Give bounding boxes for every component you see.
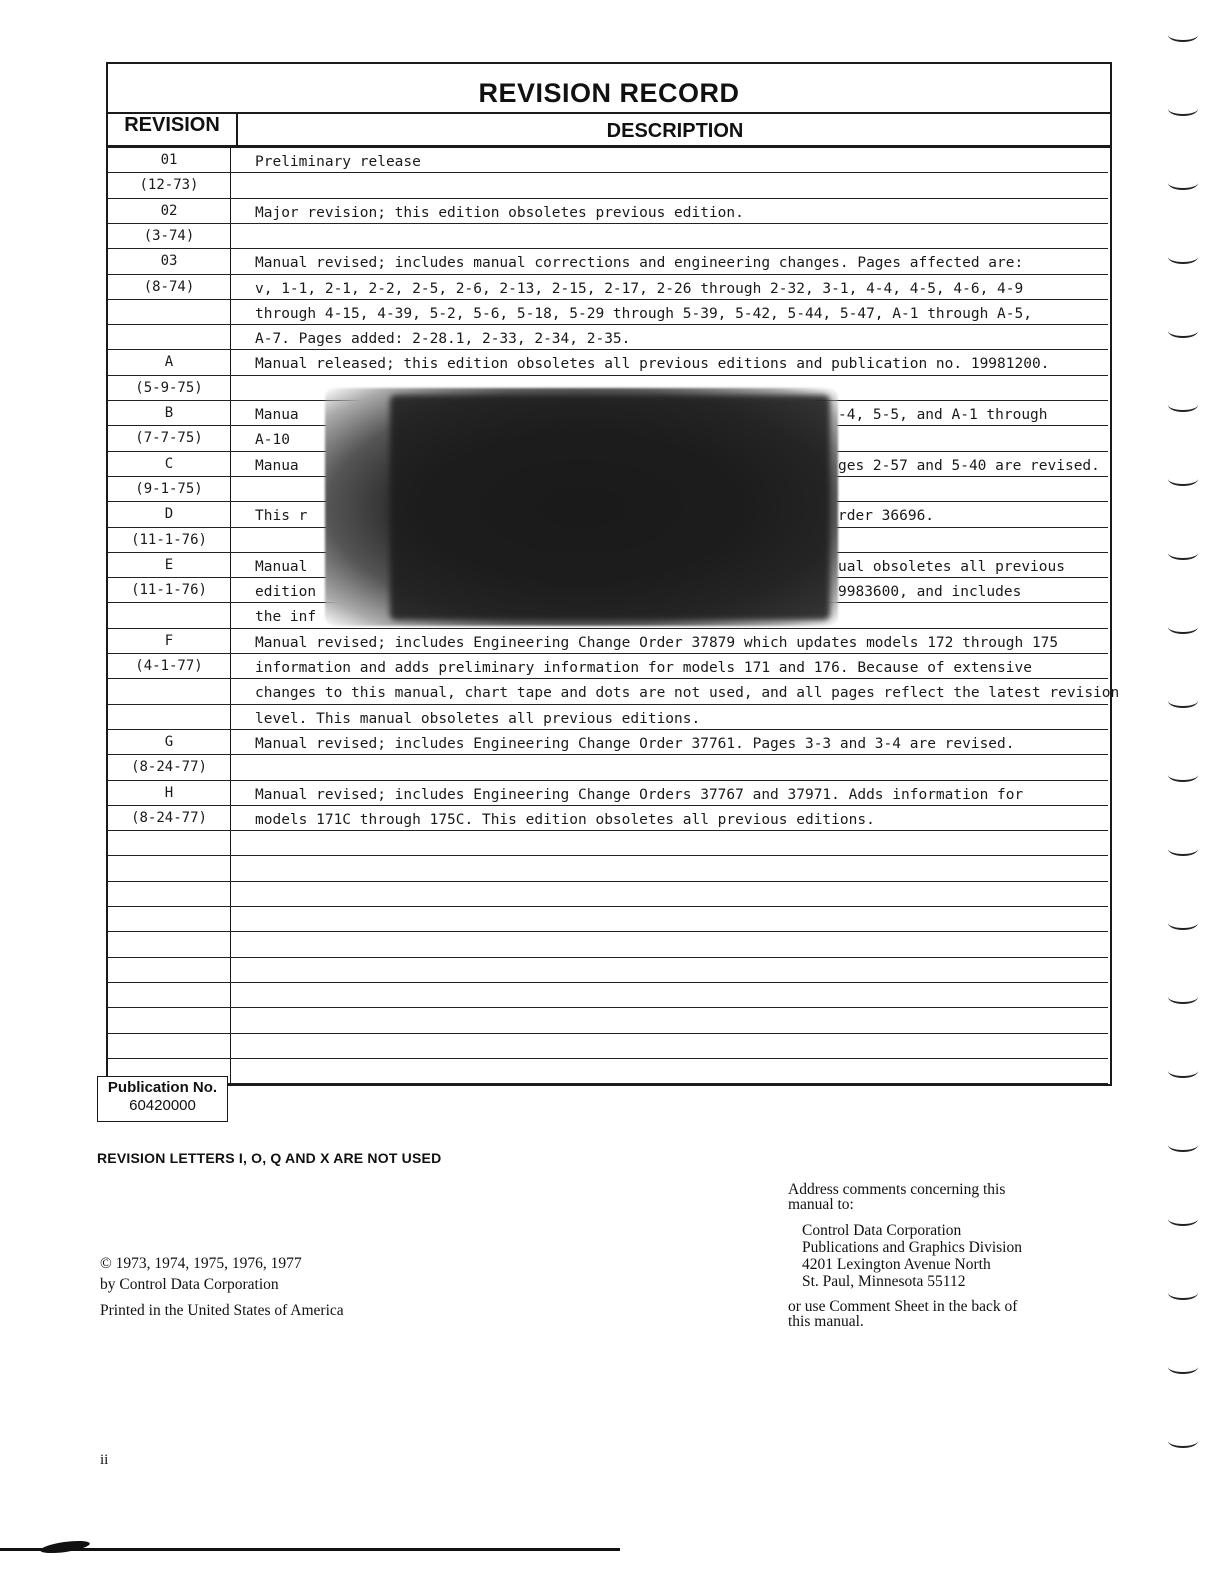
row-rule [108, 198, 1108, 199]
description-cell: A-10 [255, 432, 290, 448]
revision-cell: (7-7-75) [135, 430, 203, 446]
revision-cell: B [164, 405, 174, 421]
scan-blob [40, 1539, 91, 1556]
revision-cell: (9-1-75) [135, 481, 203, 497]
row-rule [108, 1007, 1108, 1008]
revision-cell: (8-24-77) [131, 810, 207, 826]
revision-cell: (12-73) [139, 177, 199, 193]
row-rule [108, 982, 1108, 983]
revision-cell: G [164, 734, 174, 750]
revision-cell: (8-74) [143, 279, 195, 295]
address-outro-2: this manual. [788, 1313, 864, 1330]
description-cell-right: rder 36696. [838, 508, 935, 524]
revision-cell: (3-74) [143, 228, 195, 244]
revision-cell: D [164, 506, 174, 522]
revision-cell: 02 [160, 203, 178, 219]
binding-hole-mark [1168, 694, 1198, 708]
revision-cell: 01 [160, 152, 178, 168]
binding-hole-mark [1168, 842, 1198, 856]
row-rule [108, 881, 1108, 882]
description-cell: Manual revised; includes manual corrections and engineering changes. Pages affected are: [255, 255, 1024, 271]
redaction-smudge-core [390, 395, 830, 620]
binding-hole-mark [1168, 176, 1198, 190]
binding-hole-mark [1168, 324, 1198, 338]
binding-hole-mark [1168, 250, 1198, 264]
title-rule [106, 112, 1112, 114]
revision-cell: A [164, 354, 174, 370]
binding-hole-mark [1168, 28, 1198, 42]
revision-cell: (11-1-76) [131, 582, 207, 598]
description-cell: Manual [255, 559, 308, 575]
row-rule [108, 628, 1108, 629]
revision-cell: (5-9-75) [135, 380, 203, 396]
address-intro-2: manual to: [788, 1196, 854, 1213]
description-cell: level. This manual obsoletes all previous editions. [255, 711, 701, 727]
row-rule [108, 805, 1108, 806]
description-cell: Manual revised; includes Engineering Change Order 37879 which updates models 172 through 175 [255, 635, 1059, 651]
row-rule [108, 1033, 1108, 1034]
column-divider [230, 146, 231, 1084]
address-line-1: Control Data Corporation [802, 1222, 962, 1239]
description-cell: Manua [255, 407, 299, 423]
revision-cell: H [164, 785, 174, 801]
binding-hole-mark [1168, 102, 1198, 116]
description-cell-right: ual obsoletes all previous [838, 559, 1065, 575]
row-rule [108, 906, 1108, 907]
binding-hole-mark [1168, 398, 1198, 412]
description-cell: Preliminary release [255, 154, 421, 170]
binding-hole-mark [1168, 1138, 1198, 1152]
publication-number: 60420000 [129, 1097, 196, 1114]
description-cell: A-7. Pages added: 2-28.1, 2-33, 2-34, 2-35. [255, 331, 631, 347]
binding-hole-mark [1168, 768, 1198, 782]
address-intro-1: Address comments concerning this [788, 1181, 1006, 1198]
header-rule [106, 145, 1112, 148]
address-line-3: 4201 Lexington Avenue North [802, 1256, 991, 1273]
binding-hole-mark [1168, 1286, 1198, 1300]
description-cell: changes to this manual, chart tape and dots are not used, and all pages reflect the latest revision [255, 685, 1120, 701]
publication-label: Publication No. [107, 1079, 218, 1096]
row-rule [108, 375, 1108, 376]
description-cell: through 4-15, 4-39, 5-2, 5-6, 5-18, 5-29 through 5-39, 5-42, 5-44, 5-47, A-1 through A-5, [255, 306, 1032, 322]
row-rule [108, 324, 1108, 325]
row-rule [108, 274, 1108, 275]
copyright-years: © 1973, 1974, 1975, 1976, 1977 [100, 1255, 302, 1272]
address-outro-1: or use Comment Sheet in the back of [788, 1298, 1018, 1315]
binding-hole-mark [1168, 990, 1198, 1004]
description-cell: Manua [255, 458, 299, 474]
address-line-4: St. Paul, Minnesota 55112 [802, 1273, 966, 1290]
binding-hole-mark [1168, 1064, 1198, 1078]
row-rule [108, 957, 1108, 958]
revision-cell: (8-24-77) [131, 759, 207, 775]
page-number: ii [100, 1452, 109, 1468]
description-cell: Manual revised; includes Engineering Change Order 37761. Pages 3-3 and 3-4 are revised. [255, 736, 1015, 752]
description-cell: the inf [255, 609, 317, 625]
row-rule [108, 931, 1108, 932]
row-rule [108, 678, 1108, 679]
printed-in: Printed in the United States of America [100, 1302, 344, 1319]
description-cell: This r [255, 508, 308, 524]
description-cell-right: 9983600, and includes [838, 584, 1022, 600]
row-rule [108, 754, 1108, 755]
row-rule [108, 729, 1108, 730]
binding-hole-mark [1168, 1360, 1198, 1374]
header-description: DESCRIPTION [606, 120, 744, 142]
header-revision: REVISION [124, 114, 220, 136]
row-rule [108, 855, 1108, 856]
description-cell: edition [255, 584, 317, 600]
binding-hole-mark [1168, 620, 1198, 634]
description-cell: models 171C through 175C. This edition obsoletes all previous editions. [255, 812, 875, 828]
row-rule [108, 830, 1108, 831]
description-cell-right: ges 2-57 and 5-40 are revised. [838, 458, 1100, 474]
row-rule [108, 780, 1108, 781]
revision-cell: (11-1-76) [131, 532, 207, 548]
description-cell-right: -4, 5-5, and A-1 through [838, 407, 1048, 423]
address-line-2: Publications and Graphics Division [802, 1239, 1022, 1256]
row-rule [108, 299, 1108, 300]
description-cell: information and adds preliminary information for models 171 and 176. Because of extensive [255, 660, 1032, 676]
binding-hole-mark [1168, 916, 1198, 930]
description-cell: Manual revised; includes Engineering Change Orders 37767 and 37971. Adds information for [255, 787, 1024, 803]
description-cell: v, 1-1, 2-1, 2-2, 2-5, 2-6, 2-13, 2-15, 2-17, 2-26 through 2-32, 3-1, 4-4, 4-5, 4-6, 4-9 [255, 281, 1024, 297]
binding-hole-mark [1168, 546, 1198, 560]
row-rule [108, 248, 1108, 249]
binding-hole-mark [1168, 1434, 1198, 1448]
row-rule [108, 653, 1108, 654]
copyright-by: by Control Data Corporation [100, 1276, 279, 1293]
binding-hole-mark [1168, 1212, 1198, 1226]
revision-cell: (4-1-77) [135, 658, 203, 674]
row-rule [108, 172, 1108, 173]
row-rule [108, 223, 1108, 224]
revision-cell: C [164, 456, 174, 472]
row-rule [108, 1058, 1108, 1059]
row-rule [108, 1083, 1108, 1084]
binding-hole-mark [1168, 472, 1198, 486]
description-cell: Manual released; this edition obsoletes all previous editions and publication no. 19981200. [255, 356, 1050, 372]
description-cell: Major revision; this edition obsoletes previous edition. [255, 205, 744, 221]
row-rule [108, 349, 1108, 350]
page-title: REVISION RECORD [478, 78, 740, 108]
revision-cell: 03 [160, 253, 178, 269]
revision-cell: E [164, 557, 174, 573]
row-rule [108, 704, 1108, 705]
revision-letters-note: REVISION LETTERS I, O, Q AND X ARE NOT USED [97, 1150, 442, 1166]
revision-cell: F [164, 633, 174, 649]
scan-streak [0, 1548, 620, 1551]
